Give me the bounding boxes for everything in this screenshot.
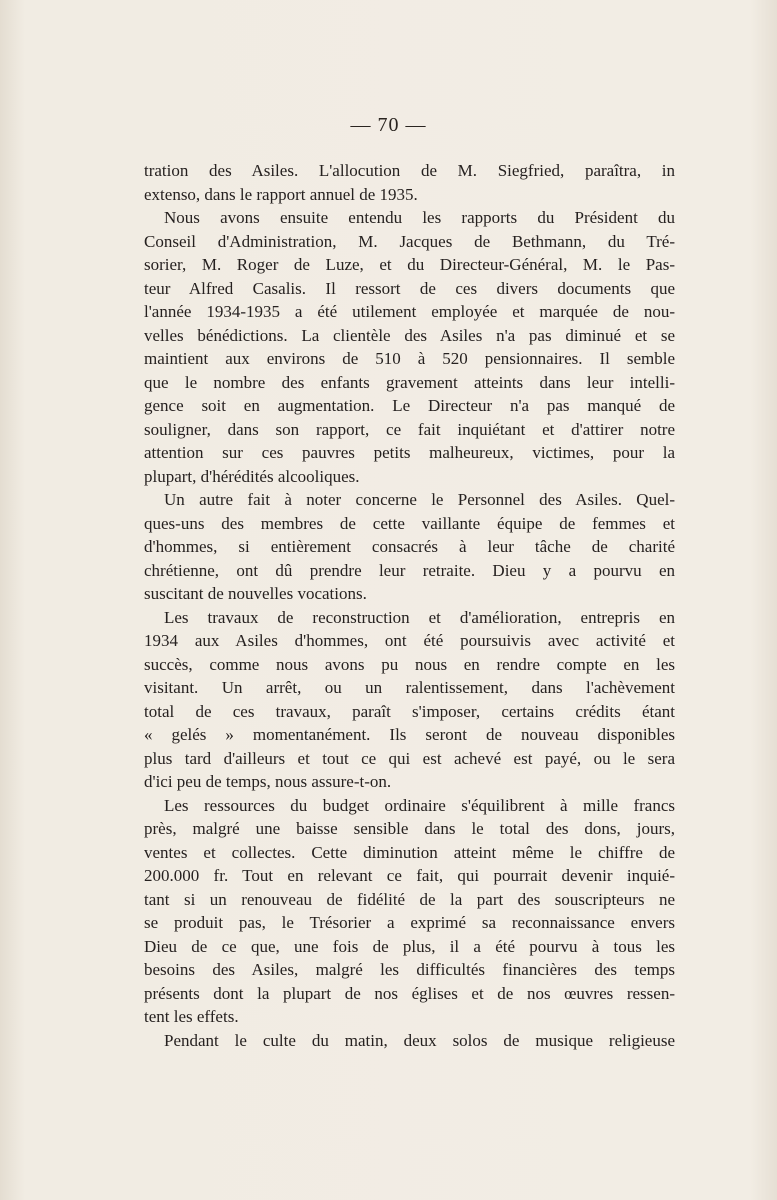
text-line: d'hommes, si entièrement consacrés à leur tâche de charité [144,537,675,556]
text-line: que le nombre des enfants gravement atteints dans leur intelli- [144,372,675,392]
text-line: plupart, d'hérédités alcooliques. [144,466,360,486]
text-line: chrétienne, ont dû prendre leur retraite. Dieu y a pourvu en [144,560,675,580]
text-line: tant si un renouveau de fidélité de la part des souscripteurs ne [144,889,675,909]
text-line: Pendant le culte du matin, deux solos de musique religieuse [164,1030,675,1050]
text-line: ventes et collectes. Cette diminution atteint même le chiffre de [144,842,675,862]
text-line: teur Alfred Casalis. Il ressort de ces divers documents que [144,278,675,298]
text-line: Les travaux de reconstruction et d'amélioration, entrepris en [164,607,675,627]
text-line: succès, comme nous avons pu nous en rendre compte en les [144,654,675,674]
text-line: Un autre fait à noter concerne le Personnel des Asiles. Quel- [164,490,675,509]
text-line: présents dont la plupart de nos églises et de nos œuvres ressen- [144,983,675,1003]
text-line: besoins des Asiles, malgré les difficultés financières des temps [144,960,675,979]
text-line: 1934 aux Asiles d'hommes, ont été poursuivis avec activité et [144,631,675,650]
text-line: tration des Asiles. L'allocution de M. Siegfried, paraîtra, in [144,161,675,180]
text-line: près, malgré une baisse sensible dans le total des dons, jours, [144,819,675,838]
text-line: plus tard d'ailleurs et tout ce qui est achevé est payé, ou le sera [144,748,675,768]
body-text [144,159,675,1052]
text-line: l'année 1934-1935 a été utilement employée et marquée de nou- [144,302,675,321]
text-line: se produit pas, le Trésorier a exprimé sa reconnaissance envers [144,913,675,932]
text-line: total de ces travaux, paraît s'imposer, certains crédits étant [144,701,675,721]
text-line: Conseil d'Administration, M. Jacques de Bethmann, du Tré- [144,231,675,251]
text-line: Nous avons ensuite entendu les rapports du Président du [164,208,675,227]
text-line: sorier, M. Roger de Luze, et du Directeur-Général, M. le Pas- [144,255,675,274]
text-line: tent les effets. [144,1007,239,1026]
text-line: visitant. Un arrêt, ou un ralentissement, dans l'achèvement [144,678,675,697]
text-line: Les ressources du budget ordinaire s'équilibrent à mille francs [164,795,675,815]
page-number: — 70 — [350,114,427,136]
text-line: d'ici peu de temps, nous assure-t-on. [144,772,392,791]
text-line: extenso, dans le rapport annuel de 1935. [144,184,418,204]
text-line: suscitant de nouvelles vocations. [144,584,367,603]
text-line: attention sur ces pauvres petits malheureux, victimes, pour la [144,443,675,462]
text-line: Dieu de ce que, une fois de plus, il a été pourvu à tous les [144,936,675,956]
text-line: 200.000 fr. Tout en relevant ce fait, qui pourrait devenir inquié- [144,866,675,885]
text-line: ques-uns des membres de cette vaillante équipe de femmes et [144,513,675,533]
text-line: velles bénédictions. La clientèle des Asiles n'a pas diminué et se [144,325,675,345]
text-line: maintient aux environs de 510 à 520 pensionnaires. Il semble [144,349,675,368]
text-line: gence soit en augmentation. Le Directeur n'a pas manqué de [144,396,675,415]
text-line: souligner, dans son rapport, ce fait inquiétant et d'attirer notre [144,419,675,439]
text-line: « gelés » momentanément. Ils seront de nouveau disponibles [144,725,675,744]
